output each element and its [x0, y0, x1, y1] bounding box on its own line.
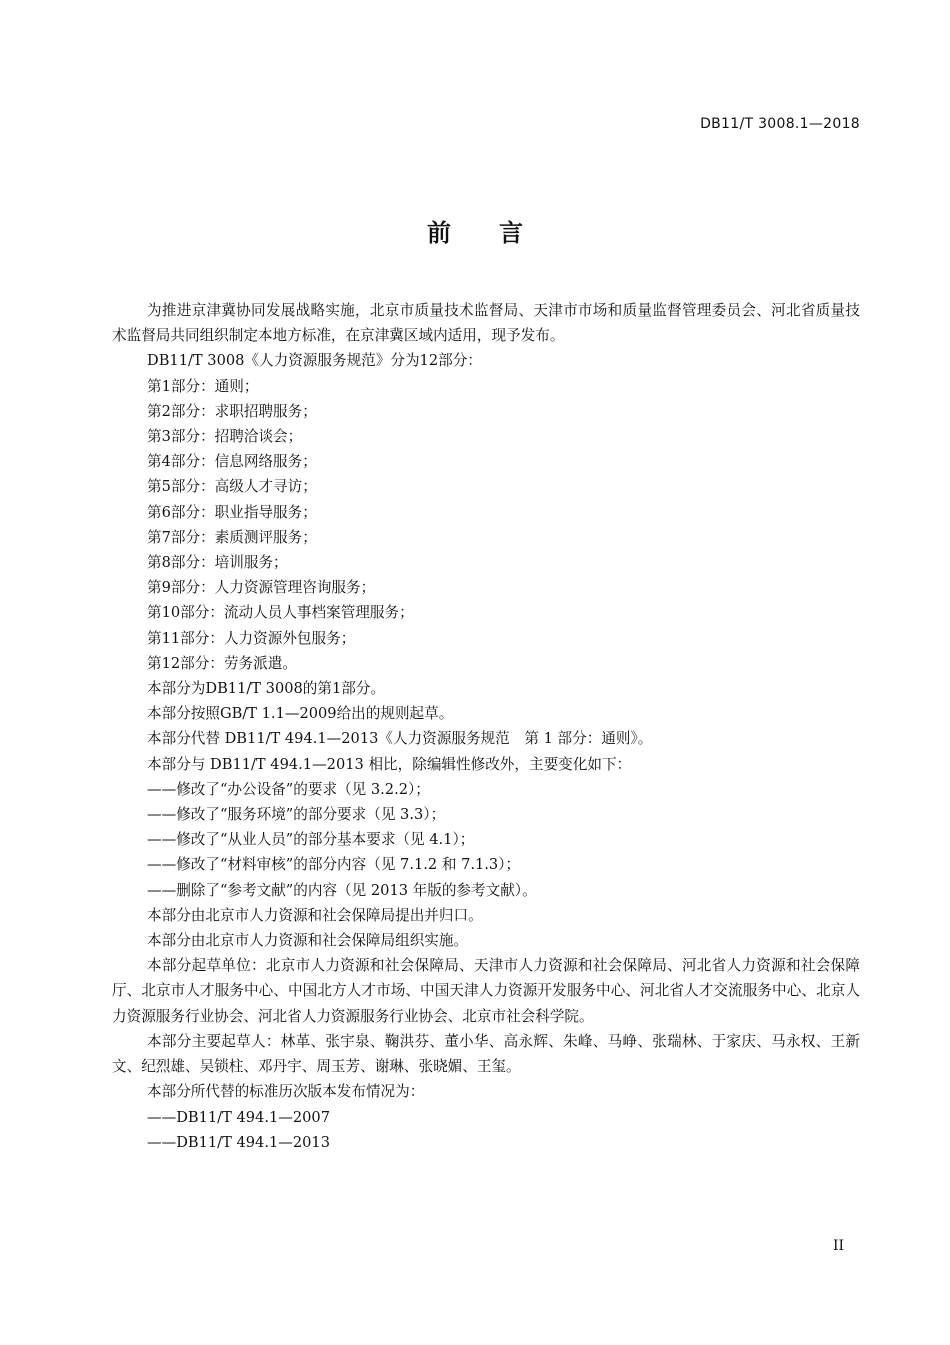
paragraph-parts-intro: DB11/T 3008《人力资源服务规范》分为12部分： — [147, 352, 482, 370]
list-item-part-12: 第12部分：劳务派遣。 — [147, 654, 297, 672]
document-id: DB11/T 3008.1—2018 — [700, 116, 860, 132]
paragraph-this-part: 本部分为DB11/T 3008的第1部分。 — [147, 680, 386, 698]
list-item-part-4: 第4部分：信息网络服务； — [147, 453, 317, 471]
paragraph-replaces: 本部分代替 DB11/T 494.1—2013《人力资源服务规范 第 1 部分：通则》。 — [147, 730, 653, 748]
change-item-4: ——修改了“材料审核”的部分内容（见 7.1.2 和 7.1.3）； — [147, 856, 521, 874]
paragraph-proposed-by: 本部分由北京市人力资源和社会保障局提出并归口。 — [147, 906, 483, 924]
foreword-body — [112, 298, 860, 1155]
paragraph-drafting-units: 本部分起草单位：北京市人力资源和社会保障局、天津市人力资源和社会保障局、河北省人力资源和社会保障厅、北京市人才服务中心、中国北方人才市场、中国天津人力资源开发服务中心、河北省人才交流服务中心、北京人力资源服务行业协会、河北省人力资源服务行业协会、北京市社会科学院。 — [112, 957, 860, 1025]
page-number: II — [832, 1238, 844, 1254]
history-item-2: ——DB11/T 494.1—2013 — [147, 1133, 330, 1151]
list-item-part-3: 第3部分：招聘洽谈会； — [147, 428, 303, 446]
paragraph-history-intro: 本部分所代替的标准历次版本发布情况为： — [147, 1083, 425, 1101]
change-item-5: ——删除了“参考文献”的内容（见 2013 年版的参考文献）。 — [147, 881, 537, 899]
paragraph-drafters: 本部分主要起草人：林革、张宇泉、鞠洪芬、董小华、高永辉、朱峰、马峥、张瑞林、于家庆、马永权、王新文、纪烈雄、吴锁柱、邓丹宇、周玉芳、谢琳、张晓媚、王玺。 — [112, 1032, 860, 1076]
list-item-part-8: 第8部分：培训服务； — [147, 554, 288, 572]
list-item-part-10: 第10部分：流动人员人事档案管理服务； — [147, 604, 414, 622]
list-item-part-2: 第2部分：求职招聘服务； — [147, 402, 317, 420]
page-title: 前言 — [427, 219, 571, 247]
history-item-1: ——DB11/T 494.1—2007 — [147, 1108, 330, 1126]
paragraph-implemented-by: 本部分由北京市人力资源和社会保障局组织实施。 — [147, 932, 469, 950]
change-item-2: ——修改了“服务环境”的部分要求（见 3.3）； — [147, 806, 446, 824]
paragraph-changes-intro: 本部分与 DB11/T 494.1—2013 相比，除编辑性修改外，主要变化如下： — [147, 755, 632, 773]
change-item-1: ——修改了“办公设备”的要求（见 3.2.2）； — [147, 780, 430, 798]
paragraph-drafting-rules: 本部分按照GB/T 1.1—2009给出的规则起草。 — [147, 705, 454, 723]
list-item-part-1: 第1部分：通则； — [147, 377, 259, 395]
list-item-part-9: 第9部分：人力资源管理咨询服务； — [147, 579, 376, 597]
list-item-part-5: 第5部分：高级人才寻访； — [147, 478, 317, 496]
paragraph-intro: 为推进京津冀协同发展战略实施，北京市质量技术监督局、天津市市场和质量监督管理委员会、河北省质量技术监督局共同组织制定本地方标准，在京津冀区域内适用，现予发布。 — [112, 302, 860, 345]
change-item-3: ——修改了“从业人员”的部分基本要求（见 4.1）； — [147, 831, 475, 849]
list-item-part-6: 第6部分：职业指导服务； — [147, 503, 317, 521]
list-item-part-11: 第11部分：人力资源外包服务； — [147, 629, 356, 647]
list-item-part-7: 第7部分：素质测评服务； — [147, 528, 317, 546]
